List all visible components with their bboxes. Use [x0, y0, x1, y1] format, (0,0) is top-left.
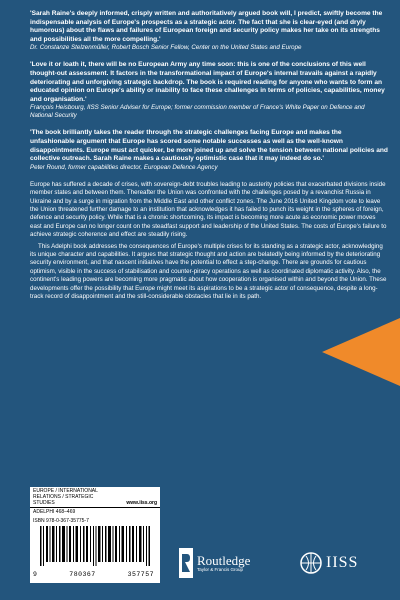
- quote-text: 'Sarah Raine's deeply informed, crisply written and authoritatively argued book will, I predict, swiftly become the indispensable analysis of Europe's prospects as a strategic actor. The fact that she is clear-eyed (and dryly humorous) about the flaws and failures of European foreign and security policy makes her take on its strengths and possibilities all the more compelling.': [30, 10, 383, 43]
- iiss-logo: [300, 552, 358, 574]
- quote-attribution: Peter Round, former capabilities director, European Defence Agency: [30, 163, 218, 171]
- back-cover-content: [30, 10, 388, 304]
- barcode-icon: [30, 524, 160, 571]
- blurb-paragraph: This Adelphi book addresses the consequences of Europe's multiple crises for its standing as a strategic actor, acknowledging its unique character and capabilities. It argues that strategic thought and action are belatedly being informed by the deteriorating security environment, and that nascent initiatives have the potential to effect a step-change. There are grounds for cautious optimism, visible in the success of stabilisation and counter-piracy operations as well as coordinated diplomatic activity. Also, the continent's leading powers are becoming more pragmatic about how cooperation is organised within and beyond the Union. These developments offer the possibility that Europe might meet its aspirations to be a strategic actor of consequence, despite a long-track record of disappointment and the still-considerable obstacles that lie in its path.: [30, 242, 387, 300]
- quote-attribution: François Heisbourg, IISS Senior Adviser for Europe; former commission member of France's White Paper on Defence and National Security: [30, 104, 365, 120]
- endorsement-quote: [30, 129, 388, 171]
- routledge-logo: [178, 548, 250, 578]
- series-number: ADELPHI 468–469: [33, 509, 76, 515]
- barcode-digit-group: 9: [33, 571, 38, 578]
- isbn-label: ISBN 978-0-367-35775-7: [33, 518, 89, 524]
- barcode-header: [30, 487, 160, 508]
- website-label: www.iiss.org: [126, 500, 157, 506]
- barcode-digit-group: 780367: [69, 571, 96, 578]
- endorsement-quote: [30, 61, 388, 120]
- quote-text: 'The book brilliantly takes the reader through the strategic challenges facing Europe and makes the unfashionable argument that Europe has scored some notable successes as well as the well-known disappointments. Europe must act quicker, be more joined up and solve the tension between national policies and collective outreach. Sarah Raine makes a cautiously optimistic case that it may indeed do so.': [30, 129, 388, 163]
- barcode-number: [30, 571, 160, 578]
- quote-text: 'Love it or loath it, there will be no European Army any time soon: this is one of the conclusions of this well thought-out assessment. It factors in the transformational impact of Europe's internal travails against a rapidly deteriorating and unforgiving strategic backdrop. The book is required reading for anyone who wants to form an educated opinion on Europe's ability or inability to face these challenges in terms of policies, capabilities, money and organisation.': [30, 61, 385, 103]
- barcode-panel: [30, 487, 160, 583]
- endorsement-quote: [30, 10, 388, 52]
- publisher-subtitle: Taylor & Francis Group: [197, 566, 244, 572]
- blurb-paragraph: Europe has suffered a decade of crises, with sovereign-debt troubles leading to austerity policies that exacerbated divisions inside member states and between them. Thereafter the Union was confronted with the challenges posed by a revanchist Russia in Ukraine and by a surge in migration from the Middle East and other conflict zones. The June 2016 United Kingdom vote to leave the Union threatened further damage to an institution that acknowledges it has failed to punch its weight in the spheres of foreign, defence and security policy. While that is a chronic shortcoming, its impact is becoming more acute as economic power moves east and Europe can no longer count on the steadfast support and leadership of the United States. The costs of Europe's failure to achieve strategic coherence and effect are steadily rising.: [30, 180, 387, 239]
- publisher-name: Routledge: [197, 552, 251, 568]
- iiss-emblem-icon: [300, 552, 322, 574]
- subject-category: EUROPE / INTERNATIONAL RELATIONS / STRATEGIC STUDIES: [33, 488, 98, 506]
- institute-name: IISS: [326, 554, 359, 571]
- quote-attribution: Dr. Constanze Stelzenmüller, Robert Bosch Senior Fellow, Center on the United States and Europe: [30, 44, 302, 52]
- orange-arrow-graphic: [322, 318, 400, 386]
- routledge-emblem-icon: [178, 548, 194, 578]
- barcode-digit-group: 357757: [127, 571, 154, 578]
